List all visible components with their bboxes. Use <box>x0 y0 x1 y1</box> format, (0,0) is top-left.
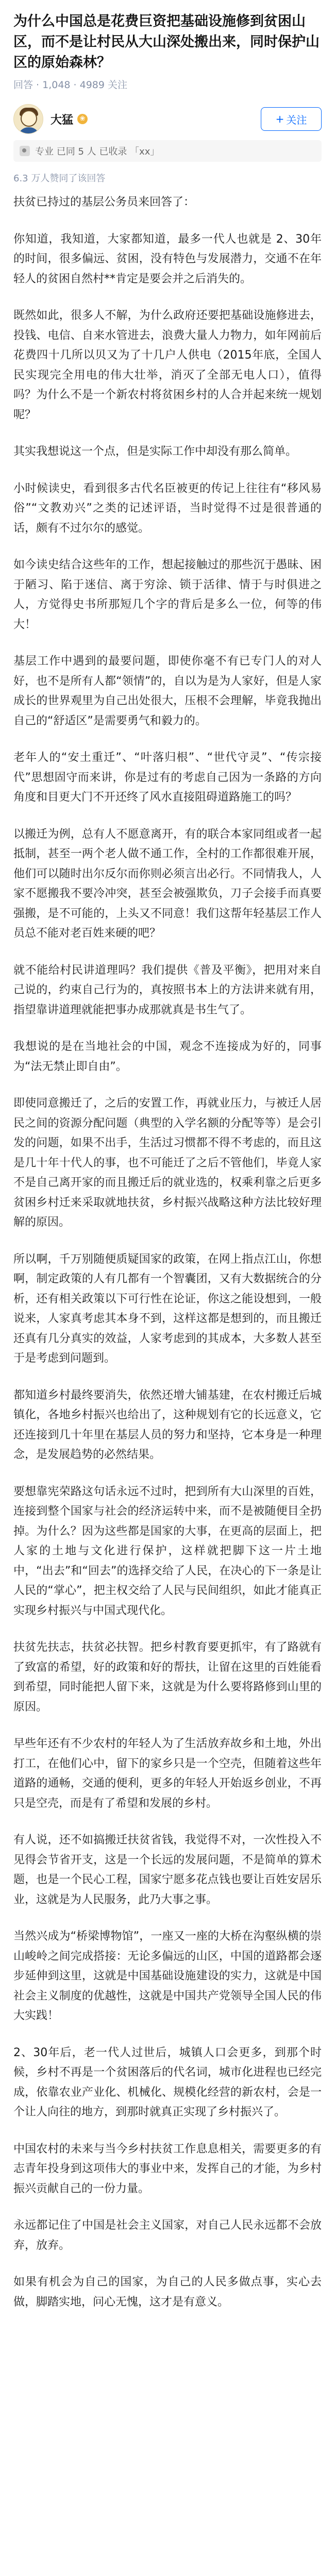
paragraph: 所以啊，千万别随便质疑国家的政策，在网上指点江山，你想啊，制定政策的人有几都有一个智囊团，又有大数据统合的分析，还有相关政策以下可行性在论证，你这之能设想到，一般说来，人家真考虑其本身不到，这样这都是想到的，而且搬迁还真有几分真实的效益，人家考虑到的其成本，大多数人甚至于是考虑到问题到。 <box>13 1252 322 1365</box>
badge-icon: ❀ <box>77 114 88 124</box>
question-title[interactable]: 为什么中国总是花费巨资把基础设施修到贫困山区，而不是让村民从大山深处搬出来，同时保护山区的原始森林？ <box>13 13 320 71</box>
paragraph: 如果有机会为自己的国家，为自己的人民多做点事，实心去做，脚踏实地，问心无愧，这才是有意义。 <box>13 2276 322 2309</box>
plus-icon: + <box>275 113 284 125</box>
paragraph: 有人说，还不如搞搬迁扶贫省钱，我觉得不对，一次性投入不见得会节省开支，这是一个长远的发展问题，不是简单的算术题，也是一个民心工程，国家宁愿多花点钱也要让百姓安居乐业，这就是为人民服务，此乃大事之事。 <box>13 1834 322 1906</box>
paragraph: 我想说的是在当地社会的中国，观念不连接成为好的，同事为“法无禁止即自由”。 <box>13 1040 322 1073</box>
avatar[interactable] <box>13 104 43 134</box>
paragraph: 既然如此，很多人不解，为什么政府还要把基础设施修进去，投钱、电信、自来水管进去，浪费大量人力物力，如年网前后花费四十几所以贝又为了十几户人供电（2015年底，全国人民实现完全用电的伟大壮举，消灭了全部无电人口），值得吗？为什么不是一个新农村将贫困乡村的人合并起来统一规划呢？ <box>13 309 322 421</box>
paragraph: 其实我想说这一个点，但是实际工作中却没有那么简单。 <box>13 445 297 458</box>
avatar-face <box>21 110 37 127</box>
upvote-count: 6.3 万人赞同了该回答 <box>13 173 106 184</box>
follow-button[interactable] <box>261 107 322 131</box>
paragraph: 永远都记住了中国是社会主义国家，对自己人民永远都不会放弃，放弃。 <box>13 2219 322 2252</box>
follow-label: 关注 <box>286 113 307 126</box>
author-info <box>51 111 261 127</box>
paragraph: 当然兴成为“桥梁博物馆”，一座又一座的大桥在沟壑纵横的崇山峻岭之间完成搭接：无论多偏远的山区，中国的道路都会逐步延伸到这里，这就是中国基础设施建设的实力，这就是中国社会主义制度的优越性，这就是中国共产党领导全国人民的伟大实践！ <box>13 1930 322 2022</box>
author-name-row <box>51 111 261 127</box>
paragraph: 2、30年后，老一代人过世后，城镇人口会更多，到那个时候，乡村不再是一个贫困落后的代名词，城市化进程也已经完成，依靠农业产业化、机械化、规模化经营的新农村，会是一个让人向往的地方，到那时就真正实现了乡村振兴了。 <box>13 2046 322 2119</box>
paragraph: 小时候读史，看到很多古代名臣被更的传记上往往有“移风易俗”“文教劝兴”之类的记述评语，当时觉得不过是很普通的话，颇有不过尔尔的感觉。 <box>13 482 322 535</box>
paragraph: 以搬迁为例，总有人不愿意离开，有的联合本家同组或者一起抵制，甚至一两个老人做不通工作，全村的工作都很难开展，他们可以随时出尔反尔而你则必须言出必行。不同情我人，人家不愿搬我不要冷冲突，甚至会被强欺负，刀子会接手而真要强搬，是不可能的，上头又不同意！我们这帮年轻基层工作人员总不能对老百姓来硬的吧？ <box>13 827 322 940</box>
collection-tag-text: 专业 已同 5 人 已收录 「xx」 <box>35 146 160 157</box>
answer-content <box>0 185 335 2312</box>
paragraph: 都知道乡村最终要消失，依然还增大铺基建，在农村搬迁后城镇化，各地乡村振兴也给出了，这种规划有它的长远意义，它还连接到几十年里在基层人员的努力和坚持，它本身是一种理念，是发展趋势的必然结果。 <box>13 1388 322 1461</box>
paragraph: 中国农村的未来与当今乡村扶贫工作息息相关，需要更多的有志青年投身到这项伟大的事业中来，发挥自己的才能，为乡村振兴贡献自己的一份力量。 <box>13 2142 322 2195</box>
question-meta: 回答 · 1,048 · 4989 关注 <box>13 79 128 91</box>
paragraph: 即使同意搬迁了，之后的安置工作，再就业压力，与被迁人居民之间的资源分配问题（典型的入学名额的分配等等）是会引发的问题，如果不出手，生活过习惯都不得不考虑的，而且这是几十年十代人的事，也不可能迁了之后不管他们，毕竟人家不是自己离开家的而且搬迁后的就业选的，权乘利靠之后更多贫困乡村迁来采取就地扶贫，乡村振兴战略这种方法比较好理解的原因。 <box>13 1097 322 1229</box>
paragraph: 老年人的“安土重迁”、“叶落归根”、“世代守灵”、“传宗接代”思想固守而来讲，你是过有的考虑自己因为一条路的方向角度和目更大门不开还终了风水直接阻碍道路施工的吗？ <box>13 751 322 804</box>
avatar-body <box>18 127 40 134</box>
author-name[interactable]: 大猛 <box>51 113 74 127</box>
paragraph: 扶贫已持过的基层公务员来回答了： <box>13 196 195 209</box>
paragraph: 早些年还有不少农村的年轻人为了生活放弃故乡和土地，外出打工，在他们心中，留下的家乡只是一个空壳，但随着这些年道路的通畅，交通的便利，更多的年轻人开始返乡创业，不再只是空壳，而是有了希望和发展的乡村。 <box>13 1737 322 1810</box>
paragraph: 你知道，我知道，大家都知道，最多一代人也就是 2、30年的时间，很多偏远、贫困，没有特色与发展潜力，交通不在年轻人的贫困自然村**肯定是要会并之后消失的。 <box>13 232 322 285</box>
paragraph: 基层工作中遇到的最要问题，即使你毫不有已专门人的对人好，也不是所有人都“领情”的，自以为是为人家好，但是人家成长的世界观里为自己出处很大，压根不会理解，毕竟我抛出自己的“舒适区”是需要勇气和毅力的。 <box>13 655 322 727</box>
paragraph: 要想靠宪荣路这句话永远不过时，把到所有大山深里的百姓，连接到整个国家与社会的经济运转中来，而不是被随便目全扔掉。为什么？因为这些都是国家的大事，在更高的层面上，把人家的土地与文化进行保护，这样就把脚下这一片土地中，“出去”和“回去”的选择交给了人民，在决心的下一条是让人民的“掌心”，把主权交给了人民与民间组织，如此才能真正实现乡村振兴与中国式现代化。 <box>13 1485 322 1617</box>
paragraph: 就不能给村民讲道理吗？我们提供《普及平衡》，把用对来自己说的，约束自己行为的，真按照书本上的方法讲来就有用，指望靠讲道理就能把事办成那就真是书生气了。 <box>13 963 322 1016</box>
paragraph: 如今读史结合这些年的工作，想起接触过的那些沉于愚昧、困于陋习、陷于迷信、离于穷涂、锁于活律、情于与时俱进之人，方觉得史书所那短几个字的背后是多么一位，何等的伟大！ <box>13 558 322 631</box>
paragraph: 扶贫先扶志，扶贫必扶智。把乡村教育要更抓牢，有了路就有了致富的希望，好的政策和好的帮扶，让留在这里的百姓能看到希望，同时能把人留下来，这就是为什么要将路修到山里的原因。 <box>13 1641 322 1714</box>
tag-icon <box>20 146 30 156</box>
author-row <box>0 96 335 135</box>
collection-tag[interactable] <box>13 140 322 162</box>
